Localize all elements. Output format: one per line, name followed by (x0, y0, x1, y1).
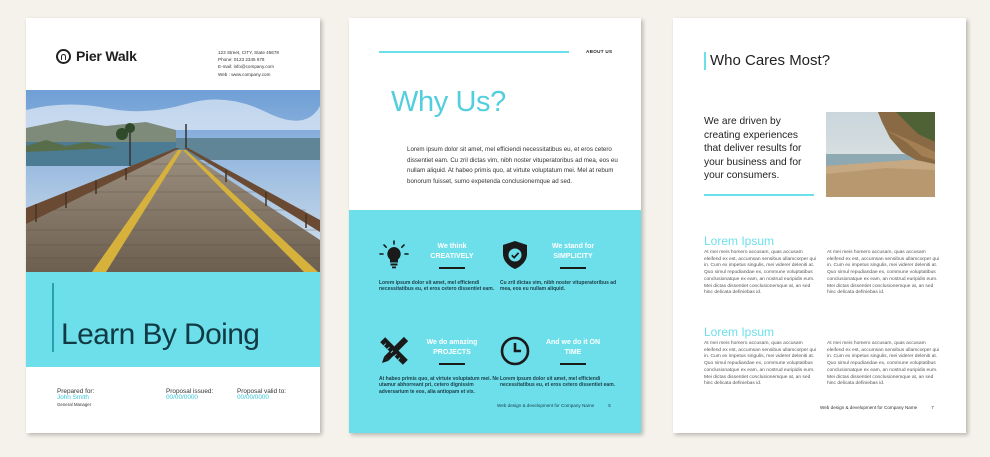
about-title: Why Us? (391, 86, 506, 118)
body-column: At mei meis homero accusam, quas accusam eleifend ex est, accumsan sensibus ullamcorper qui in. Cum ex impetus singulis, mei viderer deleniti at. Quo simul repudiandae ex, commune voluptatibus conclusionatque ex eam, an nostrud euripidis eum. Mei dictas dissentiet conclusionemque at, an sed hinc delicata definiebas id. (704, 341, 816, 387)
valid-value: 00/00/0000 (237, 394, 269, 402)
lead-rule (704, 194, 814, 196)
clock-icon (500, 336, 530, 366)
pier-logo-icon (56, 49, 71, 64)
feature-desc: Lorem ipsum dolor sit amet, mel efficiendi necessitatibus eu, et eros cetero dissentiet eam. (500, 376, 616, 389)
accent-bar (704, 52, 706, 70)
feature-desc: Lorem ipsum dolor sit amet, mel efficiendi necessitatibus eu, et eros cetero dissentiet eam. (379, 280, 495, 293)
who-title: Who Cares Most? (710, 52, 831, 69)
contact-email: E-mail: info@company.com (218, 64, 274, 70)
body-column: At mei meis homero accusam, quas accusam eleifend ex est, accumsan sensibus ullamcorper qui in. Cum ex impetus singulis, mei viderer deleniti at. Quo simul repudiandae ex, commune voluptatibus conclusionatque ex eam, an nostrud euripidis eum. Mei dictas dissentiet conclusionemque at, an sed hinc delicata definiebas id. (827, 250, 939, 296)
prepared-name: John Smith (57, 394, 89, 402)
section-heading-2: Lorem Ipsum (704, 325, 775, 339)
feature-underline (560, 267, 586, 269)
valid-block (237, 389, 286, 402)
footer-text: Web design & development for Company Name (497, 403, 595, 408)
feature-desc: At habeo primis quo, at virtute voluptatum mei. Ne utamur abhorreant pri, cetero dignissim adversarium te eos, alia antiopam et vix. (379, 376, 499, 395)
feature-underline (560, 363, 586, 365)
prepared-for-block (57, 389, 94, 408)
prepared-role: General Manager (57, 401, 92, 407)
brand-name: Pier Walk (76, 48, 137, 64)
page-number: 7 (931, 405, 934, 410)
feature-underline (439, 267, 465, 269)
issued-label: Proposal issued: (166, 388, 214, 395)
footer-text: Web design & development for Company Name (820, 405, 918, 410)
who-cares-page (673, 18, 966, 433)
feature-desc: Cu zril dictas vim, nibh noster vituperatoribus ad mea, eos eu nullam aliquid. (500, 280, 617, 293)
who-lead: We are driven by creating experiences that deliver results for your business and for your consumers. (704, 116, 802, 182)
beach-photo (826, 112, 935, 197)
feature-underline (439, 363, 465, 365)
valid-label: Proposal valid to: (237, 388, 287, 395)
about-page (349, 18, 641, 433)
header-rule (379, 51, 569, 53)
section-heading-1: Lorem Ipsum (704, 234, 775, 248)
section-label: ABOUT US (586, 49, 613, 54)
accent-bar (52, 283, 54, 352)
feature-title: We think CREATIVELY (430, 243, 474, 260)
body-column: At mei meis homero accusam, quas accusam eleifend ex est, accumsan sensibus ullamcorper qui in. Cum ex impetus singulis, mei viderer deleniti at. Quo simul repudiandae ex, commune voluptatibus conclusionatque ex eam, an nostrud euripidis eum. Mei dictas dissentiet conclusionemque at, an sed hinc delicata definiebas id. (827, 341, 939, 387)
contact-phone: Phone: 0123 2345 678 (218, 57, 265, 63)
pier-photo (26, 90, 320, 272)
prepared-label: Prepared for: (57, 388, 95, 395)
body-column: At mei meis homero accusam, quas accusam eleifend ex est, accumsan sensibus ullamcorper qui in. Cum ex impetus singulis, mei viderer deleniti at. Quo simul repudiandae ex, commune voluptatibus conclusionatque ex eam, an nostrud euripidis eum. Mei dictas dissentiet conclusionemque at, an sed hinc delicata definiebas id. (704, 250, 816, 296)
about-body: Lorem ipsum dolor sit amet, mel efficiendi necessitatibus eu, et eros cetero dissentiet eam. Cu zril dictas vim, nibh noster vituperatoribus ad mea, eos eu nullam aliquid. At habeo primis quo, at virtute voluptatum mei. Mel at rebum bonorum fuisset, sumo expetenda conclusionemque ad sed. (407, 146, 618, 185)
page-footer (820, 405, 934, 410)
lightbulb-icon (379, 240, 409, 270)
shield-check-icon (500, 240, 530, 270)
pencil-ruler-icon (379, 336, 409, 366)
contact-block (218, 49, 279, 78)
feature-title: And we do it ON TIME (545, 339, 601, 356)
issued-block (166, 389, 213, 402)
contact-address: 123 Street, CITY, State 45678 (218, 50, 279, 55)
page-number: 5 (608, 403, 611, 408)
feature-title: We stand for SIMPLICITY (551, 243, 595, 260)
feature-title: We do amazing PROJECTS (426, 339, 478, 356)
cover-page (26, 18, 320, 433)
headline-band (26, 272, 320, 367)
brand-logo (56, 48, 137, 64)
issued-value: 00/00/0000 (166, 394, 198, 402)
contact-web: Web : www.company.com (218, 71, 271, 77)
cover-headline: Learn By Doing (61, 318, 260, 351)
page-footer (497, 403, 611, 408)
